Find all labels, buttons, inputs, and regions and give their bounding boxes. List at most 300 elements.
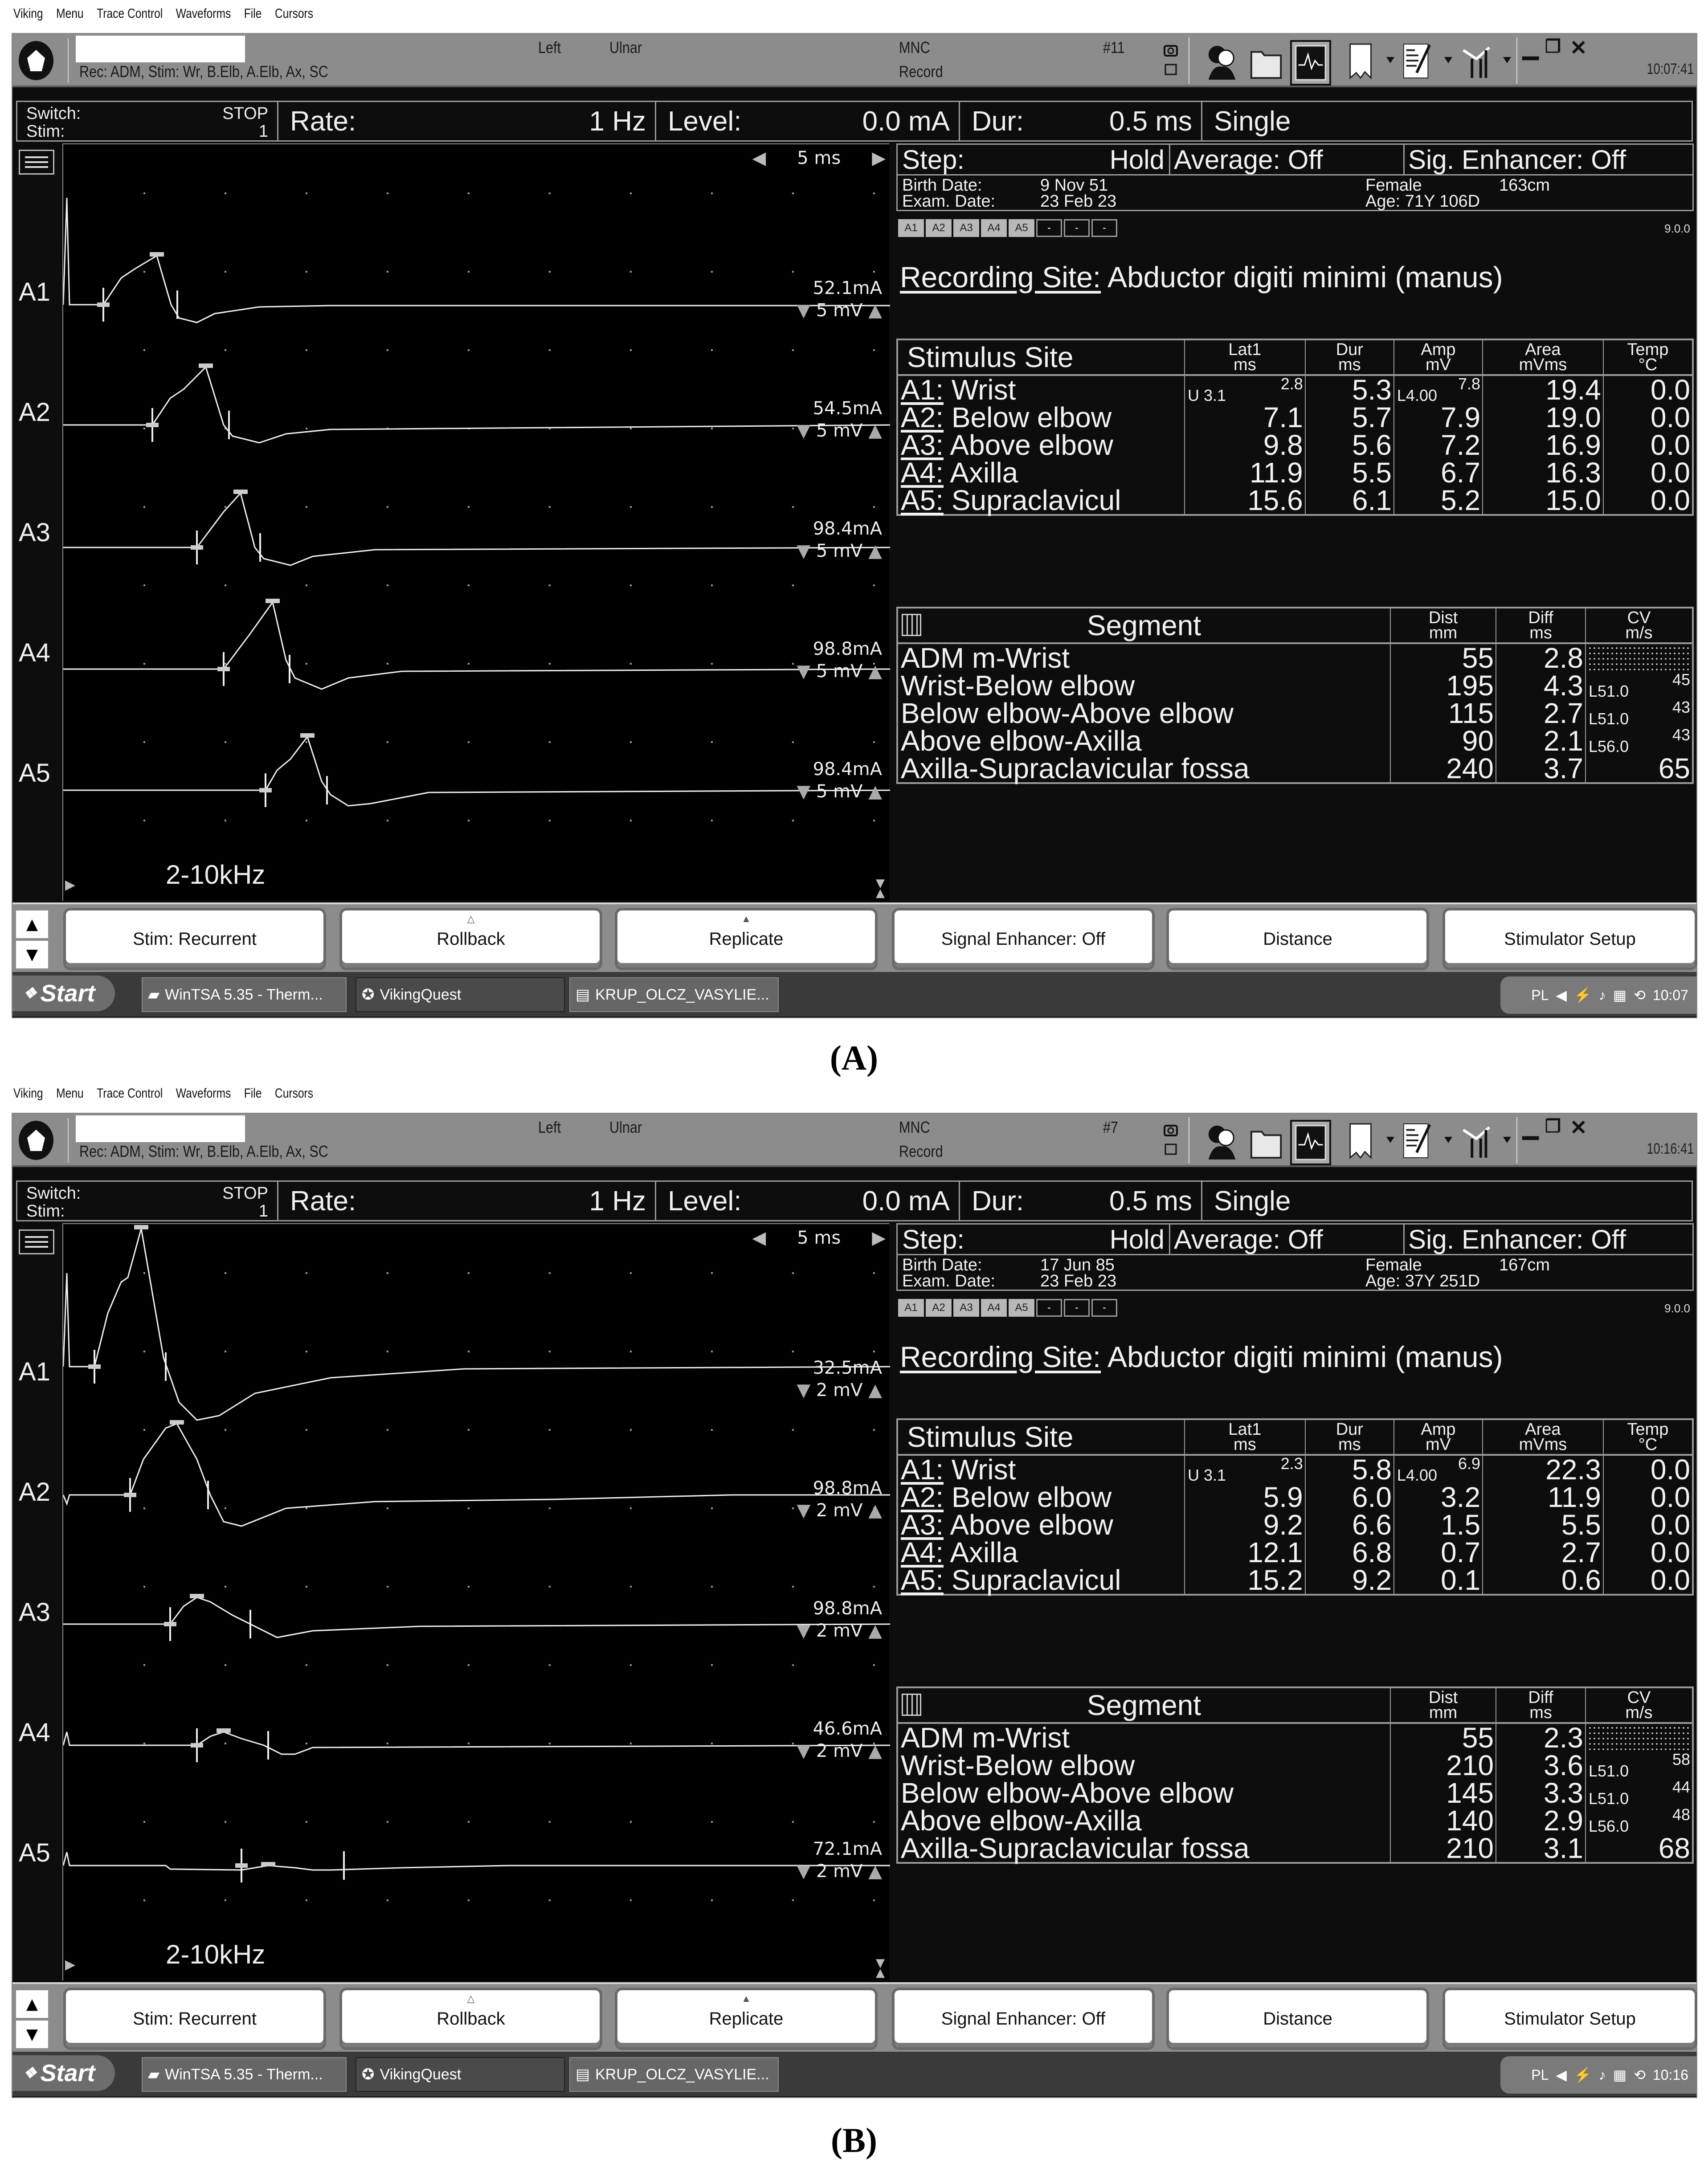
segment-name: ADM m-Wrist xyxy=(901,1722,1070,1754)
tray-sync-icon[interactable]: ⟲ xyxy=(1634,2067,1646,2083)
chip-a4[interactable]: A4 xyxy=(981,1299,1007,1317)
tools-dropdown-icon[interactable] xyxy=(1503,57,1511,63)
signal-enhancer-button[interactable]: Signal Enhancer: Off xyxy=(895,910,1152,968)
switch-label: Switch: xyxy=(26,104,81,123)
rollback-marker-icon: △ xyxy=(467,913,475,924)
segment-table-header: Segment xyxy=(897,608,1390,643)
amplitude-cell: 3.2 xyxy=(1394,1483,1483,1511)
chip-empty[interactable]: - xyxy=(1036,219,1062,237)
dur-value: 0.5 ms xyxy=(1109,106,1192,137)
rate-cell[interactable] xyxy=(278,102,656,140)
side-label: Left xyxy=(538,38,561,57)
menu-file[interactable]: File xyxy=(244,6,262,21)
tray-network-icon[interactable]: ⚡ xyxy=(1574,987,1592,1003)
figure-caption-a: (A) xyxy=(829,1038,879,1077)
scroll-arrows-icon[interactable]: ▼ ▲ xyxy=(876,877,885,900)
rate-cell[interactable] xyxy=(278,1182,656,1220)
distance-cell: 90 xyxy=(1390,727,1496,755)
clock: 10:07:41 xyxy=(1647,61,1694,78)
test-type-label: MNC xyxy=(899,1118,930,1136)
stimulator-setup-button[interactable]: Stimulator Setup xyxy=(1445,1990,1695,2047)
chip-a2[interactable]: A2 xyxy=(926,1299,952,1317)
temperature-cell: 0.0 xyxy=(1603,375,1693,404)
distance-cell: 240 xyxy=(1390,755,1496,783)
folder-icon[interactable] xyxy=(1247,40,1285,82)
chip-a1[interactable]: A1 xyxy=(898,1299,924,1317)
exam-date-label: Exam. Date: xyxy=(902,192,996,211)
stim-value: 1 xyxy=(258,122,268,141)
sensitivity-a1[interactable]: ▼ 5 mV ▲ xyxy=(797,300,882,321)
trace-menu-icon[interactable] xyxy=(19,1229,54,1254)
start-button[interactable]: ❖ Start xyxy=(12,976,115,1011)
close-icon[interactable]: ✕ xyxy=(1570,36,1587,59)
stim-table-row[interactable] xyxy=(897,1511,1693,1539)
sensitivity-a4[interactable]: ▼ 2 mV ▲ xyxy=(797,1741,882,1761)
stim-label: Stim: xyxy=(26,1202,65,1221)
divider xyxy=(1516,1117,1517,1164)
amplitude-cell: 7.8 L4.00 xyxy=(1394,375,1483,404)
distance-button[interactable]: Distance xyxy=(1169,1990,1426,2047)
menu-bar xyxy=(13,1086,313,1108)
birth-date-value: 17 Jun 85 xyxy=(1040,1256,1115,1274)
tools-dropdown-icon[interactable] xyxy=(1503,1137,1511,1143)
stimulus-site: A2: Below elbow xyxy=(901,401,1112,433)
stim-table-header: Lat1 ms xyxy=(1185,339,1305,375)
windows-flag-icon: ❖ xyxy=(23,985,37,1002)
app-window xyxy=(12,1113,1697,2098)
distance-button[interactable]: Distance xyxy=(1169,910,1426,968)
trace-plot[interactable] xyxy=(62,143,889,901)
stim-intensity-a4: 98.8mA xyxy=(813,639,882,659)
menu-viking[interactable]: Viking xyxy=(13,6,43,21)
latency-cell: 5.9 xyxy=(1185,1483,1305,1511)
step-cell[interactable] xyxy=(898,1225,1170,1254)
stim-intensity-a4: 46.6mA xyxy=(813,1719,882,1739)
sensitivity-a2[interactable]: ▼ 2 mV ▲ xyxy=(797,1500,882,1521)
temperature-cell: 0.0 xyxy=(1603,404,1693,431)
viking-icon: ✪ xyxy=(362,2066,375,2083)
filter-setting[interactable]: 2-10kHz xyxy=(166,860,266,890)
table-grid-icon[interactable] xyxy=(902,1694,921,1716)
report-icon[interactable] xyxy=(1343,1120,1380,1162)
viking-icon: ✪ xyxy=(362,986,375,1003)
system-tray xyxy=(1500,2056,1696,2094)
level-label: Level: xyxy=(668,106,742,137)
segment-table-row[interactable] xyxy=(897,1752,1693,1779)
timebase-decrease-icon[interactable]: ◀ xyxy=(752,148,766,168)
tray-expand-icon[interactable]: ◀ xyxy=(1556,987,1567,1003)
step-cell[interactable] xyxy=(898,145,1170,174)
switch-label: Switch: xyxy=(26,1184,81,1203)
taskbar-item-wintsa[interactable]: ▰ WinTSA 5.35 - Therm... xyxy=(142,977,347,1012)
chip-a5[interactable]: A5 xyxy=(1009,1299,1034,1317)
latency-diff-cell: 2.9 xyxy=(1496,1807,1585,1834)
tray-expand-icon[interactable]: ◀ xyxy=(1556,2067,1567,2083)
stim-table-header: Amp mV xyxy=(1394,1419,1483,1455)
average-status[interactable]: Average: Off xyxy=(1170,1225,1405,1254)
taskbar-item-folder[interactable]: ▤ KRUP_OLCZ_VASYLIE... xyxy=(569,977,779,1012)
segment-table-row[interactable] xyxy=(897,1779,1693,1807)
menu-trace-control[interactable]: Trace Control xyxy=(97,1086,163,1101)
edit-report-icon[interactable] xyxy=(1398,40,1435,82)
menu-cursors[interactable]: Cursors xyxy=(274,6,314,21)
temperature-cell: 0.0 xyxy=(1603,1483,1693,1511)
menu-menu[interactable]: Menu xyxy=(56,1086,84,1101)
app-window xyxy=(12,33,1697,1018)
latency-cell: 9.8 xyxy=(1185,431,1305,459)
function-button-bar xyxy=(12,1982,1696,2052)
chip-empty[interactable]: - xyxy=(1091,219,1117,237)
signal-enhancer-button[interactable]: Signal Enhancer: Off xyxy=(895,1990,1152,2047)
rate-label: Rate: xyxy=(290,106,356,137)
rate-value: 1 Hz xyxy=(589,106,646,137)
chip-a4[interactable]: A4 xyxy=(981,219,1007,237)
redacted-patient-name xyxy=(76,1115,245,1142)
stim-mode-cell[interactable] xyxy=(1202,1182,1692,1220)
birth-date-label: Birth Date: xyxy=(902,176,982,195)
stim-recurrent-button[interactable]: Stim: Recurrent xyxy=(66,1990,323,2047)
trace-label-a2: A2 xyxy=(19,1478,50,1507)
edit-report-icon[interactable] xyxy=(1398,1120,1435,1162)
sig-enhancer-status[interactable]: Sig. Enhancer: Off xyxy=(1408,144,1626,175)
rollback-button[interactable]: △ Rollback xyxy=(342,910,600,968)
page-up-button[interactable]: ▲ xyxy=(16,1990,48,2018)
stim-intensity-a2: 98.8mA xyxy=(813,1478,882,1498)
tray-network-icon[interactable]: ⚡ xyxy=(1574,2067,1592,2083)
area-cell: 2.7 xyxy=(1483,1539,1603,1566)
trace-label-a2: A2 xyxy=(19,398,50,427)
menu-bar xyxy=(13,6,313,29)
switch-stim-cell[interactable] xyxy=(17,102,278,140)
stim-mode: Single xyxy=(1214,106,1291,137)
recording-site-label[interactable]: Recording Site: xyxy=(900,1340,1101,1373)
menu-menu[interactable]: Menu xyxy=(56,6,84,21)
chip-a1[interactable]: A1 xyxy=(898,219,924,237)
conduction-velocity-cell xyxy=(1585,1723,1693,1752)
waveform-display[interactable] xyxy=(16,1223,889,1980)
area-cell: 11.9 xyxy=(1483,1483,1603,1511)
patients-icon[interactable] xyxy=(1203,40,1240,82)
sensitivity-a2[interactable]: ▼ 5 mV ▲ xyxy=(797,421,882,441)
chip-a3[interactable]: A3 xyxy=(953,219,979,237)
stim-intensity-a2: 54.5mA xyxy=(813,398,882,419)
rate-value: 1 Hz xyxy=(589,1185,646,1217)
stim-table-row[interactable] xyxy=(897,1455,1693,1483)
replicate-marker-icon: ▲ xyxy=(741,913,751,924)
sig-enhancer-status[interactable]: Sig. Enhancer: Off xyxy=(1408,1224,1626,1254)
latency-cell: 9.2 xyxy=(1185,1511,1305,1539)
conduction-velocity-cell xyxy=(1585,643,1693,672)
stim-table-header: Temp °C xyxy=(1603,339,1693,375)
stim-table-header: Amp mV xyxy=(1394,339,1483,375)
area-cell: 5.5 xyxy=(1483,1511,1603,1539)
menu-file[interactable]: File xyxy=(244,1086,262,1101)
tray-app-icon[interactable]: ▦ xyxy=(1613,2067,1627,2083)
latency-cell: 2.3 U 3.1 xyxy=(1185,1455,1305,1483)
stim-table-row[interactable] xyxy=(897,431,1693,459)
filter-toggle-icon[interactable]: ▶ xyxy=(65,877,76,893)
segment-name: Above elbow-Axilla xyxy=(901,1805,1142,1837)
segment-table-row[interactable] xyxy=(897,643,1693,672)
segment-name: ADM m-Wrist xyxy=(901,642,1070,674)
distance-cell: 195 xyxy=(1390,672,1496,699)
segment-table-row[interactable] xyxy=(897,727,1693,755)
latency-diff-cell: 3.6 xyxy=(1496,1752,1585,1779)
latency-diff-cell: 3.7 xyxy=(1496,755,1585,783)
sensitivity-a5[interactable]: ▼ 5 mV ▲ xyxy=(797,781,882,802)
minimize-icon[interactable]: ▁ xyxy=(1523,36,1539,59)
language-indicator[interactable]: PL xyxy=(1531,2066,1549,2083)
stimulus-site: A4: Axilla xyxy=(901,457,1018,489)
temperature-cell: 0.0 xyxy=(1603,486,1693,515)
filter-setting[interactable]: 2-10kHz xyxy=(166,1939,266,1969)
tray-volume-icon[interactable]: ♪ xyxy=(1598,2066,1606,2083)
segment-table-header: Segment xyxy=(897,1687,1390,1723)
chip-empty[interactable]: - xyxy=(1091,1299,1117,1317)
conduction-velocity-cell: 65 xyxy=(1585,755,1693,783)
switch-stim-cell[interactable] xyxy=(17,1182,278,1220)
timebase-value: 5 ms xyxy=(797,148,841,168)
stim-recurrent-button[interactable]: Stim: Recurrent xyxy=(66,910,323,968)
level-label: Level: xyxy=(668,1185,742,1217)
birth-date-label: Birth Date: xyxy=(902,1256,982,1274)
chip-a2[interactable]: A2 xyxy=(926,219,952,237)
language-indicator[interactable]: PL xyxy=(1531,987,1549,1003)
replicate-button[interactable]: ▲ Replicate xyxy=(617,910,875,968)
timebase-control[interactable] xyxy=(752,148,886,168)
stim-value: 1 xyxy=(258,1202,268,1221)
latency-diff-cell: 2.7 xyxy=(1496,699,1585,727)
waveform-traces xyxy=(63,1224,890,1981)
replicate-button[interactable]: ▲ Replicate xyxy=(617,1990,875,2047)
rollback-button[interactable]: △ Rollback xyxy=(342,1990,600,2047)
timebase-control[interactable] xyxy=(752,1228,886,1248)
taskbar-item-wintsa[interactable]: ▰ WinTSA 5.35 - Therm... xyxy=(142,2057,347,2092)
trace-label-a3: A3 xyxy=(19,1598,50,1627)
stim-table-header: Stimulus Site xyxy=(897,1419,1185,1455)
timebase-increase-icon[interactable]: ▶ xyxy=(872,1228,886,1248)
distance-cell: 210 xyxy=(1390,1834,1496,1863)
start-button[interactable]: ❖ Start xyxy=(12,2055,115,2091)
edit-dropdown-icon[interactable] xyxy=(1444,57,1452,63)
folder-icon: ▤ xyxy=(576,2066,590,2083)
stimulus-site: A3: Above elbow xyxy=(901,429,1113,461)
recording-site-label[interactable]: Recording Site: xyxy=(900,261,1101,294)
chip-a3[interactable]: A3 xyxy=(953,1299,979,1317)
stim-table-row[interactable] xyxy=(897,459,1693,486)
latency-diff-cell: 4.3 xyxy=(1496,672,1585,699)
segment-table-row[interactable] xyxy=(897,1807,1693,1834)
patient-info xyxy=(896,1255,1694,1291)
exam-date-value: 23 Feb 23 xyxy=(1040,192,1117,211)
segment-table-row[interactable] xyxy=(897,755,1693,783)
latency-cell: 12.1 xyxy=(1185,1539,1305,1566)
tray-sync-icon[interactable]: ⟲ xyxy=(1634,987,1646,1003)
tray-app-icon[interactable]: ▦ xyxy=(1613,987,1627,1003)
chip-empty[interactable]: - xyxy=(1036,1299,1062,1317)
close-icon[interactable]: ✕ xyxy=(1570,1116,1587,1139)
stim-table-row[interactable] xyxy=(897,486,1693,515)
tools-icon[interactable] xyxy=(1458,40,1495,82)
menu-waveforms[interactable]: Waveforms xyxy=(176,6,231,21)
app-icon: ▰ xyxy=(148,986,160,1003)
menu-cursors[interactable]: Cursors xyxy=(274,1086,314,1101)
menu-trace-control[interactable]: Trace Control xyxy=(97,6,163,21)
chip-a5[interactable]: A5 xyxy=(1009,219,1034,237)
sensitivity-a4[interactable]: ▼ 5 mV ▲ xyxy=(797,661,882,682)
test-type-label: MNC xyxy=(899,38,930,57)
report-dropdown-icon[interactable] xyxy=(1386,1137,1394,1143)
trace-label-a4: A4 xyxy=(19,638,50,667)
level-cell[interactable] xyxy=(656,102,960,140)
divider xyxy=(68,1118,69,1163)
level-value: 0.0 mA xyxy=(862,106,950,137)
taskbar-item-vikingquest[interactable]: ✪ VikingQuest xyxy=(355,977,565,1012)
page-down-button[interactable]: ▼ xyxy=(16,2021,48,2048)
trace-menu-icon[interactable] xyxy=(19,150,54,175)
scroll-arrows-icon[interactable]: ▼ ▲ xyxy=(876,1956,885,1980)
stim-label: Stim: xyxy=(26,122,65,141)
chip-empty[interactable]: - xyxy=(1064,1299,1090,1317)
latency-diff-cell: 2.1 xyxy=(1496,727,1585,755)
sensitivity-a1[interactable]: ▼ 2 mV ▲ xyxy=(797,1380,882,1400)
filter-toggle-icon[interactable]: ▶ xyxy=(65,1957,76,1972)
waveform-display[interactable] xyxy=(16,143,889,901)
report-dropdown-icon[interactable] xyxy=(1386,57,1394,63)
patient-sex: Female xyxy=(1365,1256,1422,1274)
distance-cell: 140 xyxy=(1390,1807,1496,1834)
sensitivity-a3[interactable]: ▼ 5 mV ▲ xyxy=(797,541,882,561)
exam-date-label: Exam. Date: xyxy=(902,1272,996,1290)
minimize-icon[interactable]: ▁ xyxy=(1523,1116,1539,1139)
area-cell: 15.0 xyxy=(1483,486,1603,515)
amplitude-cell: 1.5 xyxy=(1394,1511,1483,1539)
stimulator-bar xyxy=(16,101,1693,142)
segment-name: Above elbow-Axilla xyxy=(901,725,1142,757)
conduction-velocity-cell: 58 L51.0 xyxy=(1585,1752,1693,1779)
duration-cell: 6.6 xyxy=(1305,1511,1394,1539)
title-bar xyxy=(12,34,1696,87)
patient-height: 163cm xyxy=(1499,176,1550,195)
patient-age: Age: 37Y 251D xyxy=(1365,1272,1480,1290)
stimulus-site: A1: Wrist xyxy=(901,1453,1016,1486)
average-status[interactable]: Average: Off xyxy=(1170,145,1405,174)
page-down-button[interactable]: ▼ xyxy=(16,941,48,968)
stim-intensity-a1: 52.1mA xyxy=(813,278,882,298)
patient-age: Age: 71Y 106D xyxy=(1365,192,1480,211)
viking-logo-icon xyxy=(19,1121,53,1160)
switch-value: STOP xyxy=(222,1184,268,1203)
stim-table-row[interactable] xyxy=(897,404,1693,431)
stimulus-site-table xyxy=(896,1418,1694,1596)
menu-viking[interactable]: Viking xyxy=(13,1086,43,1101)
segment-table-row[interactable] xyxy=(897,1834,1693,1863)
duration-cell[interactable] xyxy=(960,102,1202,140)
waveform-icon[interactable] xyxy=(1290,40,1331,86)
segment-table-row[interactable] xyxy=(897,672,1693,699)
waveform-traces xyxy=(63,144,890,902)
stimulator-setup-button[interactable]: Stimulator Setup xyxy=(1445,910,1695,968)
stim-table-row[interactable] xyxy=(897,1566,1693,1595)
tools-icon[interactable] xyxy=(1458,1120,1495,1162)
figure-caption-b: (B) xyxy=(831,2121,877,2160)
stimulus-site: A1: Wrist xyxy=(901,374,1016,406)
conduction-velocity-cell: 43 L56.0 xyxy=(1585,727,1693,755)
amplitude-cell: 0.7 xyxy=(1394,1539,1483,1566)
segment-table-header: Dist mm xyxy=(1390,608,1496,643)
protocol-label: Rec: ADM, Stim: Wr, B.Elb, A.Elb, Ax, SC xyxy=(79,1142,328,1160)
duration-cell[interactable] xyxy=(960,1182,1202,1220)
trace-plot[interactable] xyxy=(62,1223,889,1980)
tray-volume-icon[interactable]: ♪ xyxy=(1598,987,1606,1003)
stim-mode-cell[interactable] xyxy=(1202,102,1692,140)
chip-empty[interactable]: - xyxy=(1064,219,1090,237)
segment-table-header: Diff ms xyxy=(1496,608,1585,643)
edit-dropdown-icon[interactable] xyxy=(1444,1137,1452,1143)
results-panel xyxy=(896,143,1694,901)
stim-table-row[interactable] xyxy=(897,1483,1693,1511)
timebase-decrease-icon[interactable]: ◀ xyxy=(752,1228,766,1248)
restore-icon[interactable]: ❐ xyxy=(1545,37,1561,57)
segment-table-row[interactable] xyxy=(897,1723,1693,1752)
patients-icon[interactable] xyxy=(1203,1120,1240,1162)
stimulus-site: A2: Below elbow xyxy=(901,1481,1112,1513)
sensitivity-a5[interactable]: ▼ 2 mV ▲ xyxy=(797,1861,882,1882)
temperature-cell: 0.0 xyxy=(1603,459,1693,486)
distance-cell: 115 xyxy=(1390,699,1496,727)
amplitude-cell: 0.1 xyxy=(1394,1566,1483,1595)
conduction-velocity-cell: 44 L51.0 xyxy=(1585,1779,1693,1807)
restore-icon[interactable]: ❐ xyxy=(1545,1117,1561,1136)
waveform-icon[interactable] xyxy=(1290,1120,1331,1165)
stim-table-row[interactable] xyxy=(897,375,1693,404)
replicate-marker-icon: ▲ xyxy=(741,1993,751,2004)
duration-cell: 5.3 xyxy=(1305,375,1394,404)
version-label: 9.0.0 xyxy=(1664,1302,1690,1315)
duration-cell: 6.1 xyxy=(1305,486,1394,515)
taskbar-item-folder[interactable]: ▤ KRUP_OLCZ_VASYLIE... xyxy=(569,2057,779,2092)
trace-label-a4: A4 xyxy=(19,1718,50,1747)
stimulus-site: A3: Above elbow xyxy=(901,1509,1113,1541)
segment-table-row[interactable] xyxy=(897,699,1693,727)
level-cell[interactable] xyxy=(656,1182,960,1220)
page-up-button[interactable]: ▲ xyxy=(16,910,48,938)
camera-icon[interactable] xyxy=(1162,40,1180,82)
windows-taskbar xyxy=(12,2052,1696,2096)
side-label: Left xyxy=(538,1118,561,1136)
mode-label: Record xyxy=(899,1142,943,1160)
switch-value: STOP xyxy=(222,104,268,123)
dur-label: Dur: xyxy=(972,1185,1024,1217)
report-icon[interactable] xyxy=(1343,40,1380,82)
area-cell: 0.6 xyxy=(1483,1566,1603,1595)
recording-site xyxy=(900,1340,1503,1374)
area-cell: 19.0 xyxy=(1483,404,1603,431)
segment-name: Wrist-Below elbow xyxy=(901,670,1135,702)
timebase-increase-icon[interactable]: ▶ xyxy=(872,148,886,168)
stim-mode: Single xyxy=(1214,1185,1291,1217)
camera-icon[interactable] xyxy=(1162,1120,1180,1162)
trace-label-a1: A1 xyxy=(19,278,50,306)
acquisition-status-bar xyxy=(896,1223,1694,1255)
menu-waveforms[interactable]: Waveforms xyxy=(176,1086,231,1101)
duration-cell: 9.2 xyxy=(1305,1566,1394,1595)
stim-table-row[interactable] xyxy=(897,1539,1693,1566)
sensitivity-a3[interactable]: ▼ 2 mV ▲ xyxy=(797,1621,882,1641)
folder-icon[interactable] xyxy=(1247,1120,1285,1162)
table-grid-icon[interactable] xyxy=(902,614,921,636)
taskbar-item-vikingquest[interactable]: ✪ VikingQuest xyxy=(355,2057,565,2092)
